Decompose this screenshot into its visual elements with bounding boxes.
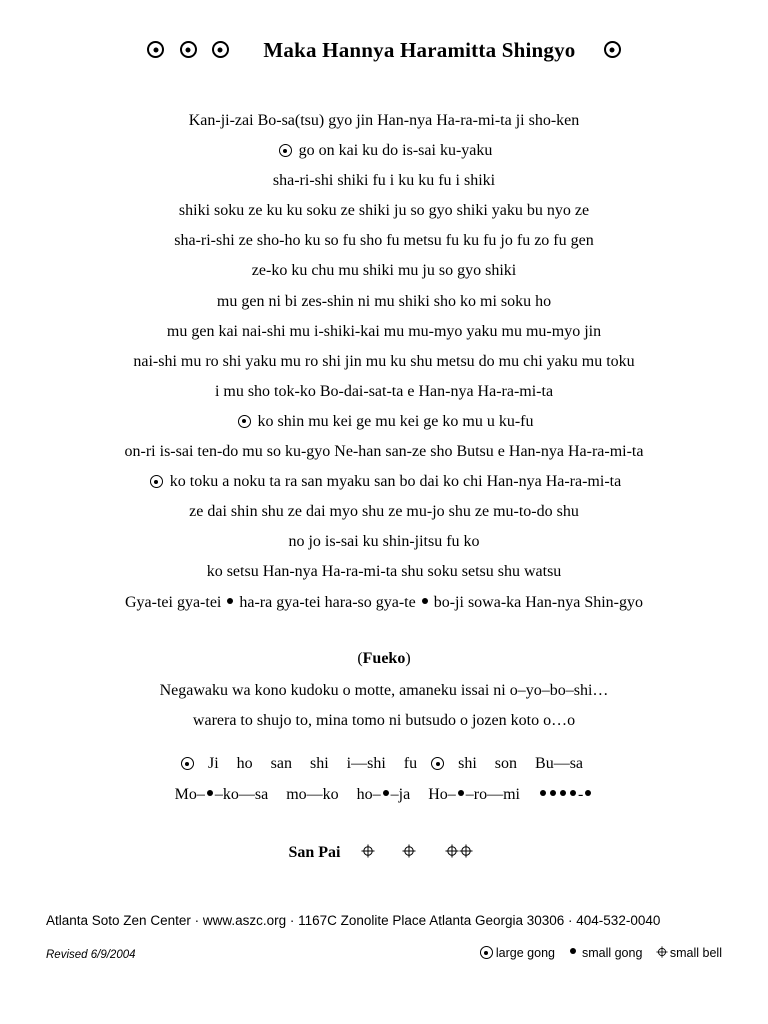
sutra-text [0, 106, 768, 618]
small-gong-icon [585, 790, 591, 796]
sutra-line: on-ri is-sai ten-do mu so ku-gyo Ne-han san-ze sho Butsu e Han-nya Ha-ra-mi-ta [124, 443, 644, 461]
chant-word: Mo– –ko—sa [174, 786, 269, 803]
chant-line-1 [0, 755, 768, 773]
sutra-line: ko setsu Han-nya Ha-ra-mi-ta shu soku setsu shu watsu [206, 563, 562, 581]
sutra-line: mu gen kai nai-shi mu i-shiki-kai mu mu-myo yaku mu mu-myo jin [166, 322, 602, 340]
san-pai-row [0, 844, 768, 862]
sutra-line: mu gen ni bi zes-shin ni mu shiki sho ko mi soku ho [216, 292, 552, 310]
title-gong-after [599, 38, 626, 63]
chant-word: Ji [207, 755, 219, 772]
chant-word: san [270, 755, 292, 772]
large-gong-icon [181, 757, 194, 770]
chant-line-2 [0, 786, 768, 804]
large-gong-icon [604, 41, 621, 58]
chant-gong-sequence: - [538, 786, 593, 804]
small-gong-icon [422, 598, 428, 604]
small-gong-icon [570, 790, 576, 796]
fueko-text [0, 676, 768, 736]
large-gong-icon [150, 475, 163, 488]
sutra-line: go on kai ku do is-sai ku-yaku [0, 136, 768, 166]
small-bell-icon [656, 946, 668, 958]
legend-large-gong: large gong [477, 946, 555, 960]
san-pai-label: San Pai [288, 844, 341, 861]
chant-word: Ho– –ro—mi [428, 786, 520, 803]
small-gong-icon [570, 948, 576, 954]
chant-word: ho– –ja [356, 786, 411, 803]
small-bell-icon [361, 844, 375, 858]
large-gong-icon [180, 41, 197, 58]
sutra-line: ze-ko ku chu mu shiki mu ju so gyo shiki [251, 262, 517, 280]
legend-small-bell: small bell [656, 946, 722, 960]
small-gong-icon [383, 790, 389, 796]
small-gong-icon [458, 790, 464, 796]
sutra-line: nai-shi mu ro shi yaku mu ro shi jin mu ku shu metsu do mu chi yaku mu toku [133, 352, 635, 370]
small-bell-icon [445, 844, 459, 858]
chant-word: fu [403, 755, 418, 772]
chant-word: son [494, 755, 518, 772]
legend [467, 946, 722, 960]
sutra-final-line: Gya-tei gya-tei ha-ra gya-tei hara-so gya-te bo-ji sowa-ka Han-nya Shin-gyo [124, 593, 644, 611]
sutra-line: sha-ri-shi shiki fu i ku ku fu i shiki [272, 172, 496, 190]
chant-word: i—shi [346, 755, 386, 772]
small-bell-icon [459, 844, 473, 858]
small-gong-icon [560, 790, 566, 796]
large-gong-icon [480, 946, 493, 959]
small-gong-icon [550, 790, 556, 796]
page-title-row [0, 38, 768, 63]
sutra-line: ze dai shin shu ze dai myo shu ze mu-jo shu ze mu-to-do shu [189, 503, 579, 521]
fueko-line: Negawaku wa kono kudoku o motte, amaneku issai ni o–yo–bo–shi… [159, 682, 609, 699]
chant-word: shi [309, 755, 329, 772]
small-gong-icon [540, 790, 546, 796]
sutra-line: ko toku a noku ta ra san myaku san bo dai ko chi Han-nya Ha-ra-mi-ta [0, 467, 768, 497]
footer-address: Atlanta Soto Zen Center · www.aszc.org · 1167C Zonolite Place Atlanta Georgia 30306 · 404-532-0040 [46, 913, 661, 928]
chant-word: ho [236, 755, 253, 772]
sutra-line: no jo is-sai ku shin-jitsu fu ko [288, 533, 480, 551]
fueko-heading: (Fueko) [357, 650, 411, 667]
small-gong-icon [227, 598, 233, 604]
revised-date: Revised 6/9/2004 [46, 949, 136, 961]
large-gong-icon [147, 41, 164, 58]
sutra-line: i mu sho tok-ko Bo-dai-sat-ta e Han-nya Ha-ra-mi-ta [214, 382, 554, 400]
small-bell-icon [402, 844, 416, 858]
large-gong-icon [238, 415, 251, 428]
large-gong-icon [431, 757, 444, 770]
title-gongs [142, 38, 234, 63]
large-gong-icon [212, 41, 229, 58]
chant-word: shi [458, 755, 477, 772]
page-title: Maka Hannya Haramitta Shingyo [263, 38, 576, 62]
sutra-line: ko shin mu kei ge mu kei ge ko mu u ku-fu [0, 407, 768, 437]
large-gong-icon [279, 144, 292, 157]
sutra-line: Kan-ji-zai Bo-sa(tsu) gyo jin Han-nya Ha-ra-mi-ta ji sho-ken [188, 112, 580, 129]
sutra-line: sha-ri-shi ze sho-ho ku so fu sho fu metsu fu ku fu jo fu zo fu gen [174, 232, 594, 250]
small-gong-icon [207, 790, 213, 796]
chant-word: Bu—sa [535, 755, 584, 772]
chant-word: mo—ko [286, 786, 339, 803]
legend-small-gong: small gong [568, 946, 642, 960]
fueko-line: warera to shujo to, mina tomo ni butsudo o jozen koto o…o [192, 712, 576, 729]
sutra-line: shiki soku ze ku ku soku ze shiki ju so gyo shiki yaku bu nyo ze [178, 202, 590, 220]
